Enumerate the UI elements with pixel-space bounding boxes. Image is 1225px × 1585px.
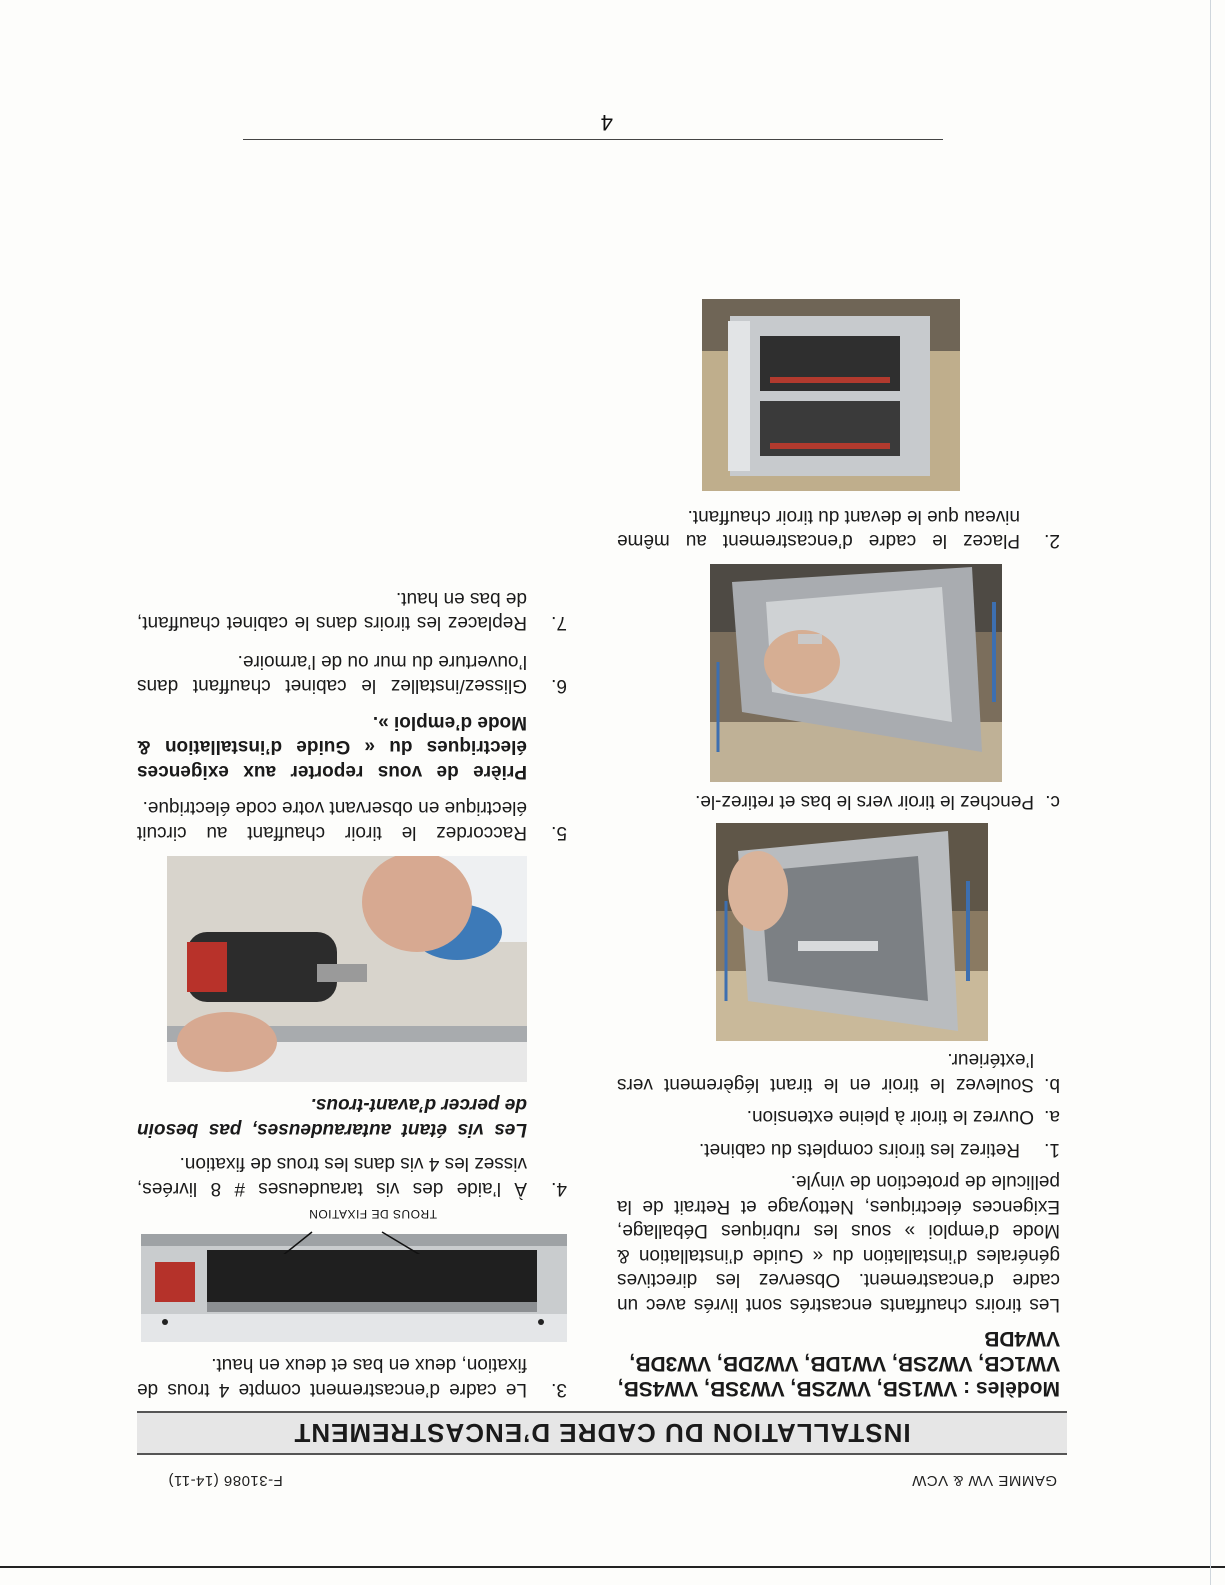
substep-letter: c.	[1045, 791, 1060, 812]
step-6	[137, 649, 567, 698]
photo-lifting-drawer	[716, 823, 988, 1041]
step-7	[137, 586, 567, 635]
step-text: Replacez les tiroirs dans le cabinet chauffant, de bas en haut.	[137, 588, 527, 634]
footer-rule	[243, 139, 943, 140]
step-1c	[617, 789, 1060, 814]
step-number: 1.	[1044, 1139, 1060, 1160]
step-text: Raccordez le tiroir chauffant au circuit électrique en observant votre code électrique.	[137, 797, 527, 843]
substep-text: Soulevez le tiroir en le tirant légèrement vers l’extérieur.	[617, 1049, 1034, 1095]
note-electrical-requirements: Prière de vous reporter aux exigences électriques du « Guide d’installation & Mode d’emploi ».	[137, 712, 527, 782]
substep-text: Penchez le tiroir vers le bas et retirez-le.	[695, 791, 1034, 812]
step-4	[137, 1151, 567, 1200]
page-edge-line	[0, 1566, 1225, 1568]
step-text: À l’aide des vis taraudeuses # 8 livrées, vissez les 4 vis dans les trous de fixation.	[137, 1153, 527, 1199]
page-number: 4	[600, 110, 613, 135]
step-number: 6.	[551, 675, 567, 697]
step-2	[617, 504, 1060, 553]
section-title-text: INSTALLATION DU CADRE D’ENCASTREMENT	[293, 1418, 911, 1449]
step-text: Le cadre d’encastrement compte 4 trous de fixation, deux en bas et deux en haut.	[137, 1354, 527, 1400]
substep-letter: a.	[1044, 1106, 1060, 1128]
step-number: 5.	[551, 822, 567, 843]
right-column	[137, 586, 567, 1402]
header-series: GAMME VW & VCW	[911, 1472, 1057, 1489]
photo-screwing-frame	[167, 856, 527, 1082]
header-doc-number: F-31086 (14-11)	[168, 1472, 283, 1489]
step-number: 7.	[551, 612, 567, 634]
section-title	[137, 1411, 1067, 1455]
step-text: Glissez/installez le cabinet chauffant dans l’ouverture du mur ou de l’armoire.	[137, 651, 527, 697]
step-text: Retirez les tiroirs complets du cabinet.	[698, 1139, 1020, 1160]
step-number: 4.	[551, 1178, 567, 1199]
caption-arrows	[141, 1224, 567, 1254]
step-1	[617, 1137, 1060, 1162]
step-1b	[617, 1047, 1060, 1096]
step-text: Placez le cadre d’encastrement au même niveau que le devant du tiroir chauffant.	[617, 506, 1020, 552]
caption-mounting-holes: TROUS DE FIXATION	[308, 1207, 437, 1221]
left-column	[617, 300, 1060, 1402]
substep-text: Ouvrez le tiroir à pleine extension.	[746, 1106, 1034, 1128]
caption-row	[137, 1204, 567, 1234]
note-self-tapping-screws: Les vis étant autaraudeuses, pas besoin de percer d’avant-trous.	[137, 1094, 527, 1140]
substep-letter: b.	[1044, 1074, 1060, 1095]
photo-removing-drawer	[710, 565, 1002, 783]
step-5	[137, 795, 567, 844]
step-3	[137, 1352, 567, 1401]
intro-paragraph: Les tiroirs chauffants encastrés sont livrés avec un cadre d’encastrement. Observez les directives générales d’installation du « Guide d’installation & Mode d’emploi » sous les rubriques Déballage, Exigences électriques, Nettoyage et Retrait de la pellicule de protection de vinyle.	[617, 1171, 1060, 1315]
photo-frame-in-place	[702, 300, 960, 492]
step-1a	[617, 1104, 1060, 1129]
step-number: 3.	[551, 1379, 567, 1400]
step-number: 2.	[1044, 530, 1060, 552]
models-list: Modèles : VW1SB, VW2SB, VW3SB, VW4SB, VW1CB, VW2SB, VW1DB, VW2DB, VW3DB, VW4DB	[617, 1327, 1060, 1400]
scan-border-line	[1210, 0, 1211, 1585]
